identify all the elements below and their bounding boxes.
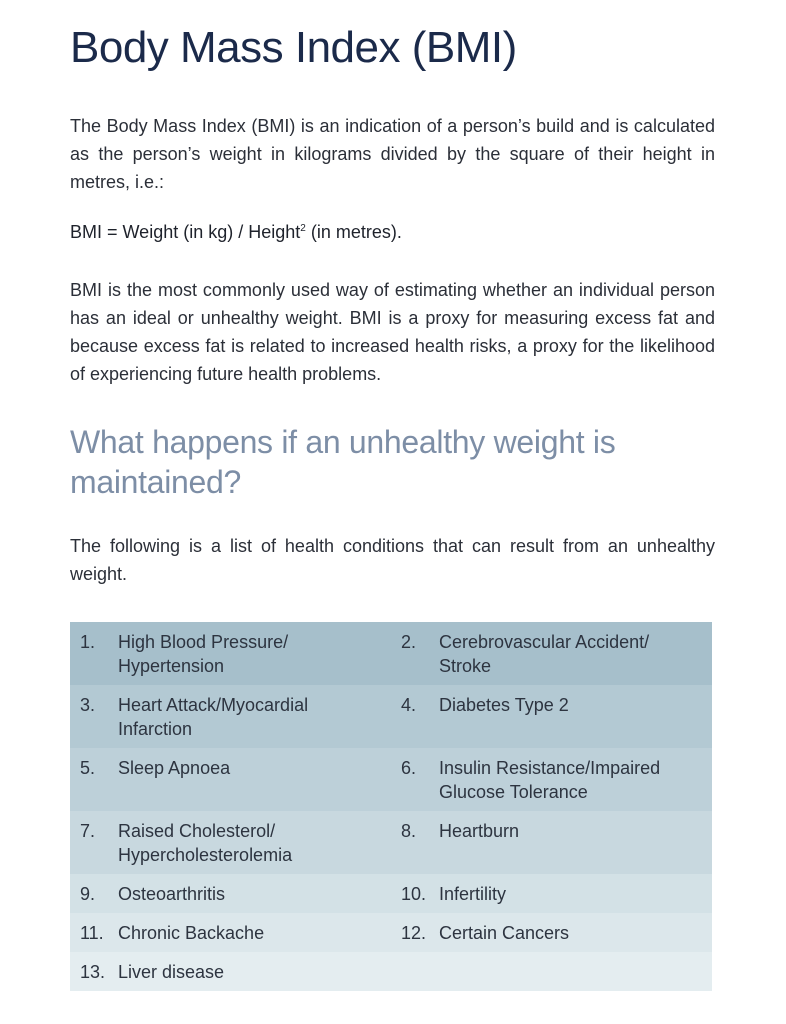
condition-label: Infertility — [439, 884, 507, 904]
condition-label: High Blood Pressure/ Hypertension — [118, 632, 289, 676]
condition-label: Certain Cancers — [439, 923, 570, 943]
condition-number: 7. — [80, 821, 96, 841]
condition-item — [70, 819, 391, 867]
intro-paragraph: The Body Mass Index (BMI) is an indication of a person’s build and is calculated as the person’s weight in kilograms divided by the square of their height in metres, i.e.: — [70, 116, 715, 192]
condition-item — [391, 756, 712, 804]
condition-number: 9. — [80, 884, 96, 904]
list-intro-paragraph: The following is a list of health conditions that can result from an unhealthy weight. — [70, 536, 715, 584]
condition-label: Heart Attack/Myocardial Infarction — [118, 695, 309, 739]
condition-item — [391, 921, 712, 945]
table-row — [70, 874, 712, 913]
document-page — [70, 20, 715, 991]
condition-item — [70, 630, 391, 678]
condition-item — [70, 693, 391, 741]
condition-label: Cerebrovascular Accident/ Stroke — [439, 632, 650, 676]
table-row — [70, 811, 712, 874]
table-row — [70, 952, 712, 991]
condition-item — [70, 882, 391, 906]
condition-label: Insulin Resistance/Impaired Glucose Tolerance — [439, 758, 661, 802]
condition-item — [391, 819, 712, 867]
condition-item — [70, 960, 391, 984]
condition-label: Osteoarthritis — [118, 884, 226, 904]
condition-number: 4. — [401, 695, 417, 715]
formula-text-end: (in metres). — [305, 222, 402, 242]
condition-number: 3. — [80, 695, 96, 715]
condition-number: 1. — [80, 632, 96, 652]
formula-superscript: 2 — [300, 223, 306, 234]
condition-number: 13. — [80, 962, 106, 982]
condition-label: Raised Cholesterol/ Hypercholesterolemia — [118, 821, 293, 865]
condition-item — [391, 882, 712, 906]
condition-number: 12. — [401, 923, 427, 943]
condition-item — [391, 630, 712, 678]
condition-label: Liver disease — [118, 962, 225, 982]
condition-label: Heartburn — [439, 821, 520, 841]
proxy-paragraph: BMI is the most commonly used way of estimating whether an individual person has an ideal or unhealthy weight. BMI is a proxy for measuring excess fat and because excess fat is related to increased health risks, a proxy for the likelihood of experiencing future health problems. — [70, 280, 715, 384]
condition-number: 2. — [401, 632, 417, 652]
condition-number: 10. — [401, 884, 427, 904]
page-title: Body Mass Index (BMI) — [70, 23, 517, 72]
formula-text: BMI = Weight (in kg) / Height — [70, 222, 301, 242]
table-row — [70, 622, 712, 685]
condition-number: 11. — [80, 923, 104, 943]
condition-number: 6. — [401, 758, 417, 778]
conditions-table — [70, 622, 712, 991]
condition-item — [70, 756, 391, 804]
table-row — [70, 748, 712, 811]
bmi-formula — [70, 218, 715, 246]
condition-number: 5. — [80, 758, 96, 778]
condition-label: Sleep Apnoea — [118, 758, 231, 778]
condition-label: Diabetes Type 2 — [439, 695, 569, 715]
table-row — [70, 913, 712, 952]
condition-number: 8. — [401, 821, 417, 841]
condition-item — [70, 921, 391, 945]
table-row — [70, 685, 712, 748]
condition-item — [391, 693, 712, 741]
section-heading: What happens if an unhealthy weight is maintained? — [70, 424, 616, 500]
empty-cell — [391, 960, 712, 984]
condition-label: Chronic Backache — [118, 923, 265, 943]
